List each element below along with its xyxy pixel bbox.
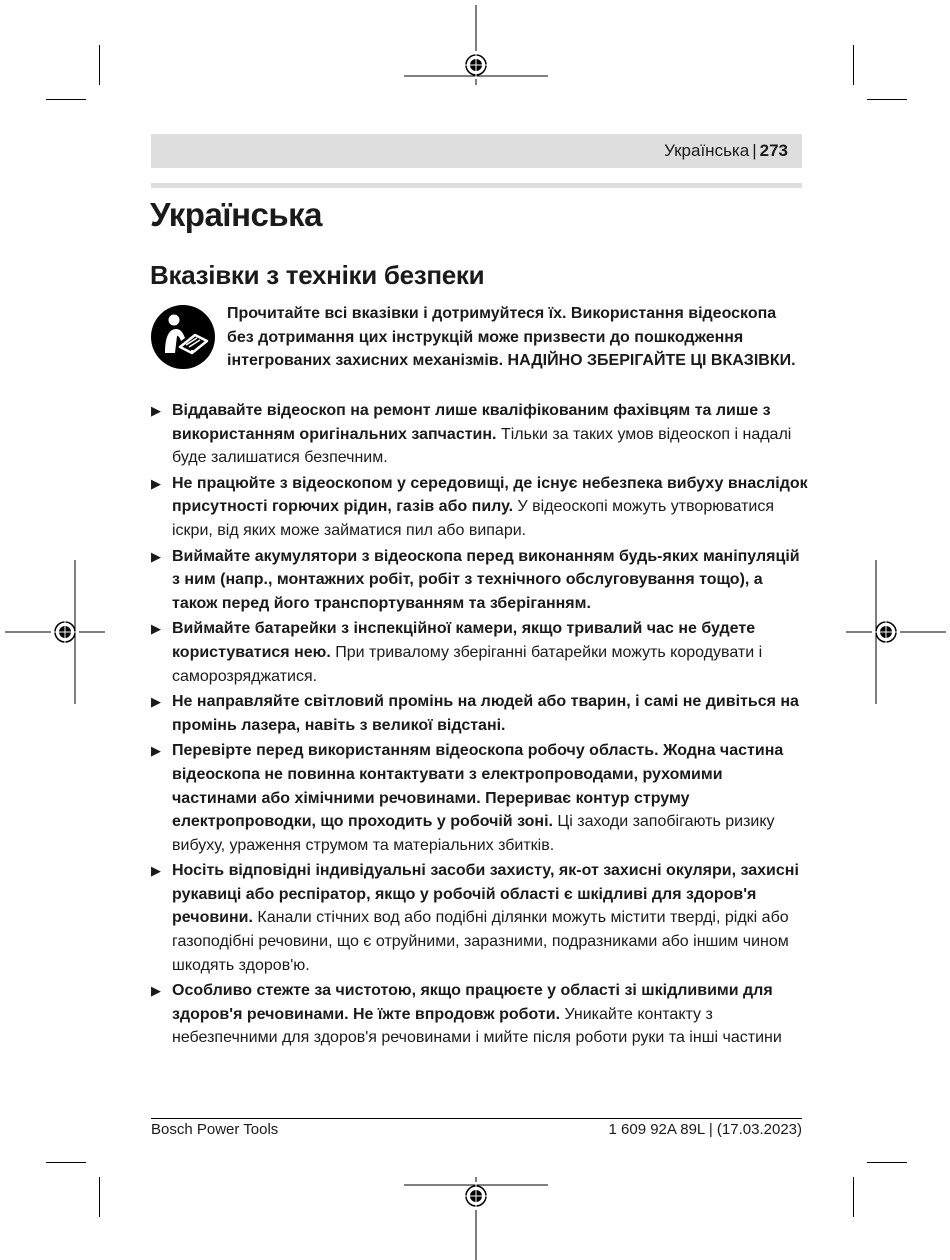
list-item: ▶ Носіть відповідні індивідуальні засоби захисту, як-от захисні окуляри, захисні рукавиці або респіратор, якщо у робочій області є шкідливі для здоров'я речовини. Канали стічних вод або подібні ділянки можуть містити тверді, рідкі або газоподібні речовини, що є отруйними, заразними, подразниками або іншим чином шкодять здоров'ю. <box>151 859 811 977</box>
crop-mark <box>99 1177 100 1217</box>
list-item: ▶ Особливо стежте за чистотою, якщо працюєте у області зі шкідливими для здоров'я речовинами. Не їжте впродовж роботи. Уникайте контакту з небезпечними для здоров'я речовинами і мийте після роботи руки та інші частини <box>151 979 811 1050</box>
header-text <box>664 141 788 161</box>
crop-mark <box>46 99 86 100</box>
registration-mark-bottom <box>404 1177 548 1260</box>
bullet-icon: ▶ <box>151 475 161 491</box>
footer-brand: Bosch Power Tools <box>151 1121 279 1138</box>
bullet-icon: ▶ <box>151 548 161 564</box>
crop-mark <box>99 45 100 85</box>
page-header <box>151 134 802 168</box>
read-manual-icon <box>151 305 215 369</box>
page-number: 273 <box>759 141 788 160</box>
bullet-icon: ▶ <box>151 694 161 710</box>
crop-mark <box>853 45 854 85</box>
footer-doc-id: 1 609 92A 89L | (17.03.2023) <box>608 1121 802 1138</box>
header-language: Українська <box>664 141 750 160</box>
header-separator: | <box>752 141 757 160</box>
bullet-icon: ▶ <box>151 863 161 879</box>
bullet-icon: ▶ <box>151 403 161 418</box>
registration-mark-right <box>846 560 946 704</box>
list-item: ▶ Не направляйте світловий промінь на людей або тварин, і самі не дивіться на промінь лазера, навіть з великої відстані. <box>151 690 811 737</box>
header-divider <box>151 183 802 188</box>
safety-list <box>151 399 811 1052</box>
registration-mark-top <box>404 5 548 105</box>
list-item: ▶ Виймайте акумулятори з відеоскопа перед виконанням будь-яких маніпуляцій з ним (напр., монтажних робіт, робіт з технічного обслуговування тощо), а також перед його транспортуванням та зберіганням. <box>151 545 811 616</box>
page-title: Українська <box>150 196 323 233</box>
bullet-icon: ▶ <box>151 621 161 637</box>
section-title: Вказівки з техніки безпеки <box>150 260 485 290</box>
registration-mark-left <box>5 560 105 704</box>
crop-mark <box>46 1162 86 1163</box>
crop-mark <box>867 1162 907 1163</box>
list-item: ▶ Виймайте батарейки з інспекційної камери, якщо тривалий час не будете користуватися нею. При тривалому зберіганні батарейки можуть кородувати і саморозряджатися. <box>151 617 811 688</box>
list-item: ▶ Не працюйте з відеоскопом у середовищі, де існує небезпека вибуху внаслідок присутності горючих рідин, газів або пилу. У відеоскопі можуть утворюватися іскри, від яких може займатися пил або випари. <box>151 472 811 543</box>
intro-warning: Прочитайте всі вказівки і дотримуйтеся їх. Використання відеоскопа без дотримання цих інструкцій може призвести до пошкодження інтегрованих захисних механізмів. НАДІЙНО ЗБЕРІГАЙТЕ ЦІ ВКАЗІВКИ. <box>227 305 796 370</box>
list-item: ▶ Віддавайте відеоскоп на ремонт лише кваліфікованим фахівцям та лише з використанням оригінальних запчастин. Тільки за таких умов відеоскоп і надалі буде залишатися безпечним. <box>151 399 811 470</box>
bullet-icon: ▶ <box>151 743 161 759</box>
crop-mark <box>853 1177 854 1217</box>
bullet-icon: ▶ <box>151 983 161 999</box>
crop-mark <box>867 99 907 100</box>
list-item: ▶ Перевірте перед використанням відеоскопа робочу область. Жодна частина відеоскопа не повинна контактувати з електропроводами, рухомими частинами або хімічними речовинами. Перериває контур струму електропроводки, що проходить у робочій зоні. Ці заходи запобігають ризику вибуху, ураження струмом та матеріальних збитків. <box>151 739 811 857</box>
footer-divider <box>151 1118 802 1119</box>
